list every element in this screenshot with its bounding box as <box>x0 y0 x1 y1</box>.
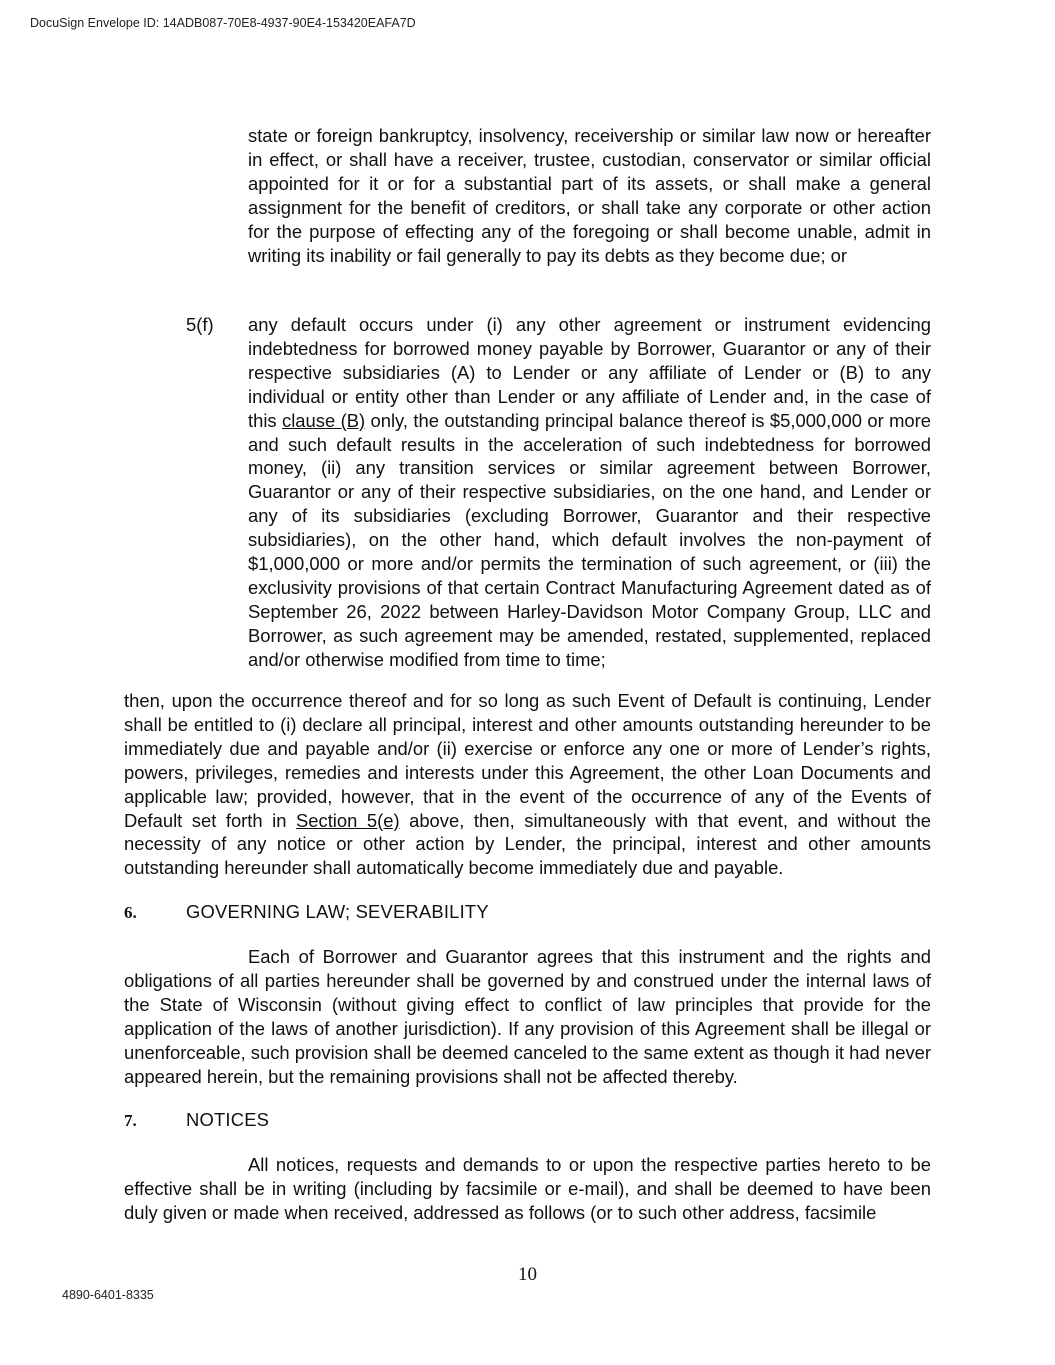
item-5f-text-part: any default occurs under (i) any other agreement or instrument evidencing indebtedness for borrowed money payable by Borrower, Guarantor or any of their respective subsidiaries (A) to Lender or any affiliate of Lender or (B) to any individual or entity other than Lender or any affiliate of Lender and, in the case of this <box>248 314 931 431</box>
section-7-heading <box>124 1108 269 1133</box>
section-6-paragraph: Each of Borrower and Guarantor agrees that this instrument and the rights and obligations of all parties hereunder shall be governed by and construed under the internal laws of the State of Wisconsin (without giving effect to conflict of law principles that provide for the application of the laws of another jurisdiction). If any provision of this Agreement shall be illegal or unenforceable, such provision shall be deemed canceled to the same extent as though it had never appeared herein, but the remaining provisions shall not be affected thereby. <box>124 946 931 1087</box>
section-7-title: NOTICES <box>186 1109 270 1130</box>
page-number: 10 <box>518 1264 537 1285</box>
item-5f-label: 5(f) <box>186 314 214 335</box>
item-5f-text-part: only, the outstanding principal balance thereof is $5,000,000 or more and such default results in the acceleration of such indebtedness for borrowed money, (ii) any transition services or similar agreement between Borrower, Guarantor or any of their respective subsidiaries, on the one hand, and Lender or any of its subsidiaries (excluding Borrower, Guarantor and their respective subsidiaries), on the other hand, which default involves the non-payment of $1,000,000 or more and/or permits the termination of such agreement, or (iii) the exclusivity provisions of that certain Contract Manufacturing Agreement dated as of September 26, 2022 between Harley-Davidson Motor Company Group, LLC and Borrower, as such agreement may be amended, restated, supplemented, replaced and/or otherwise modified from time to time; <box>248 409 931 670</box>
remedies-text-part: then, upon the occurrence thereof and for so long as such Event of Default is continuing, Lender shall be entitled to (i) declare all principal, interest and other amounts outstanding hereunder to be immediately due and payable and/or (ii) exercise or enforce any one or more of Lender’s rights, powers, privileges, remedies and interests under this Agreement, the other Loan Documents and applicable law; provided, however, that in the event of the occurrence of any of the Events of Default set forth in <box>124 690 931 831</box>
item-5f-text <box>248 313 931 672</box>
clause-b-reference: clause (B) <box>282 409 366 431</box>
remedies-paragraph <box>124 689 931 880</box>
section-6-title: GOVERNING LAW; SEVERABILITY <box>186 901 489 922</box>
continued-paragraph: state or foreign bankruptcy, insolvency, receivership or similar law now or hereafter in effect, or shall have a receiver, trustee, custodian, conservator or similar official appointed for it or for a substantial part of its assets, or shall make a general assignment for the benefit of creditors, or shall take any corporate or other action for the purpose of effecting any of the foregoing or shall become unable, admit in writing its inability or fail generally to pay its debts as they become due; or <box>248 125 931 266</box>
section-6-number: 6. <box>124 903 137 922</box>
section-7-number: 7. <box>124 1111 137 1130</box>
section-6-heading <box>124 900 489 925</box>
section-5e-reference: Section 5(e) <box>296 809 400 831</box>
remedies-text-part: above, then, simultaneously with that event, and without the necessity of any notice or other action by Lender, the principal, interest and other amounts outstanding hereunder shall automatically become immediately due and payable. <box>124 809 932 879</box>
docusign-envelope-id: DocuSign Envelope ID: 14ADB087-70E8-4937-90E4-153420EAFA7D <box>30 16 416 30</box>
section-7-paragraph: All notices, requests and demands to or upon the respective parties hereto to be effective shall be in writing (including by facsimile or e-mail), and shall be deemed to have been duly given or made when received, addressed as follows (or to such other address, facsimile <box>124 1154 931 1223</box>
document-number: 4890-6401-8335 <box>62 1288 154 1302</box>
